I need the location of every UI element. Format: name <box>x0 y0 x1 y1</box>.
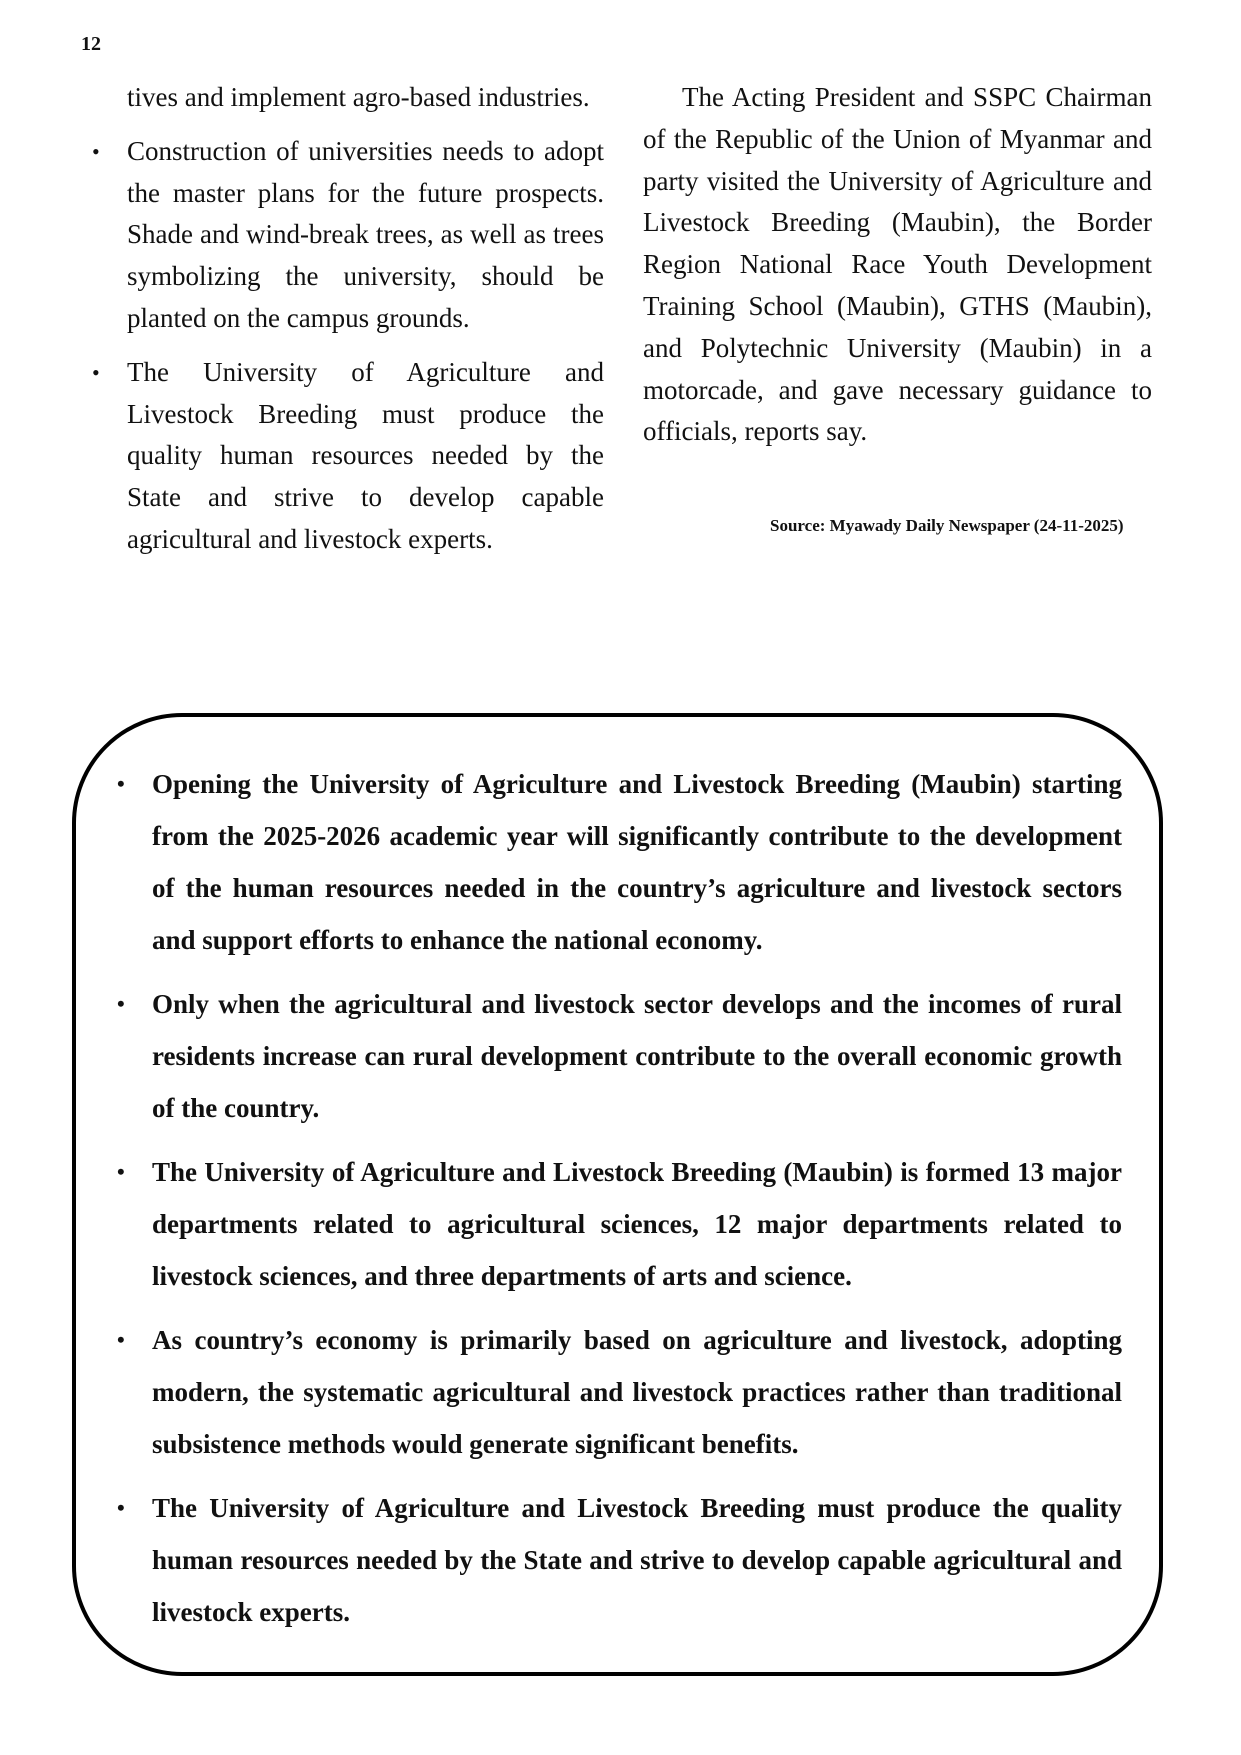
bullet-icon: • <box>117 1327 125 1352</box>
list-item <box>117 978 1122 1134</box>
list-item <box>117 758 1122 966</box>
bullet-icon: • <box>92 359 100 385</box>
list-item-text: The University of Agriculture and Livestock Breeding (Maubin) is formed 13 major departments related to agricultural sciences, 12 major departments related to livestock sciences, and three departments of arts and science. <box>152 1157 1122 1291</box>
list-item <box>92 131 604 340</box>
source-citation: Source: Myawady Daily Newspaper (24-11-2025) <box>770 516 1124 535</box>
list-item <box>117 1146 1122 1302</box>
list-item <box>92 352 604 561</box>
list-item-text: The University of Agriculture and Livestock Breeding must produce the quality human resources needed by the State and strive to develop capable agricultural and livestock experts. <box>127 356 604 554</box>
article-paragraph: The Acting President and SSPC Chairman of the Republic of the Union of Myanmar and party visited the University of Agriculture and Livestock Breeding (Maubin), the Border Region National Race Youth Development Training School (Maubin), GTHS (Maubin), and Polytechnic University (Maubin) in a motorcade, and gave necessary guidance to officials, reports say. <box>643 82 1152 447</box>
list-item-text: Construction of universities needs to adopt the master plans for the future prospects. Shade and wind-break trees, as well as trees symbolizing the university, should be planted on the campus grounds. <box>127 135 604 333</box>
bullet-icon: • <box>117 1495 125 1520</box>
bullet-icon: • <box>117 1159 125 1184</box>
left-bullet-list <box>92 131 604 561</box>
list-item-text: The University of Agriculture and Livestock Breeding must produce the quality human resources needed by the State and strive to develop capable agricultural and livestock experts. <box>152 1493 1122 1627</box>
list-item-text: Opening the University of Agriculture and Livestock Breeding (Maubin) starting from the 2025-2026 academic year will significantly contribute to the development of the human resources needed in the country’s agriculture and livestock sectors and support efforts to enhance the national economy. <box>152 769 1122 955</box>
bullet-icon: • <box>117 991 125 1016</box>
page-number: 12 <box>81 33 101 55</box>
bullet-icon: • <box>92 138 100 164</box>
list-item-text: Only when the agricultural and livestock sector develops and the incomes of rural residents increase can rural development contribute to the overall economic growth of the country. <box>152 989 1122 1123</box>
bullet-icon: • <box>117 771 125 796</box>
continuation-text: tives and implement agro-based industries. <box>127 82 590 112</box>
highlight-bullet-list <box>117 758 1122 1650</box>
list-item-text: As country’s economy is primarily based on agriculture and livestock, adopting modern, the systematic agricultural and livestock practices rather than traditional subsistence methods would generate significant benefits. <box>152 1325 1122 1459</box>
list-item <box>117 1482 1122 1638</box>
right-column <box>643 77 1152 453</box>
left-column <box>92 77 604 561</box>
list-item <box>117 1314 1122 1470</box>
